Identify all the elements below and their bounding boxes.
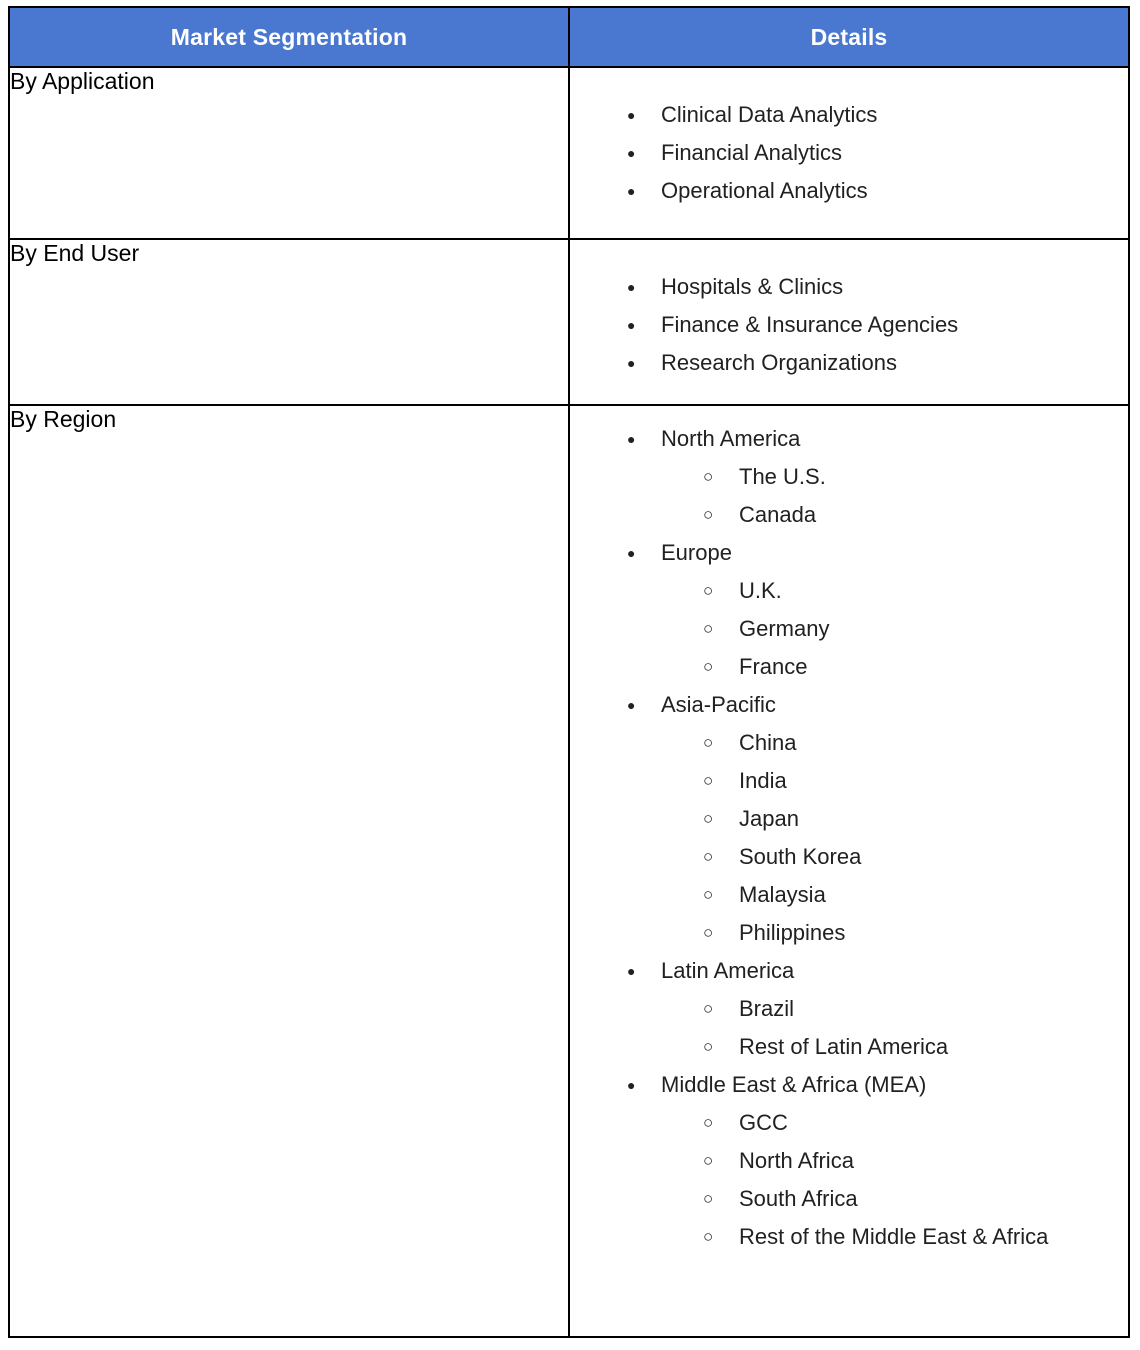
header-cell-details: Details	[569, 7, 1129, 67]
list-item-region: ● Middle East & Africa (MEA) ○ GCC ○ North Africa ○ South Africa ○ Rest of the Middle East & Africa	[661, 1066, 1118, 1256]
list-item-country: ○ Rest of Latin America	[739, 1028, 1118, 1066]
list-item: ● Research Organizations	[661, 344, 1118, 382]
details-cell-by-region	[569, 405, 1129, 1337]
list-item-country: ○ Japan	[739, 800, 1118, 838]
list-item-country: ○ The U.S.	[739, 458, 1118, 496]
details-cell-by-end-user	[569, 239, 1129, 405]
list-item: ● Operational Analytics	[661, 172, 1118, 210]
sub-list	[661, 724, 1118, 952]
details-list-by-application	[570, 96, 1128, 210]
segment-label-by-region: By Region	[9, 405, 569, 1337]
header-cell-market-segmentation: Market Segmentation	[9, 7, 569, 67]
list-item-country: ○ Philippines	[739, 914, 1118, 952]
sub-list	[661, 990, 1118, 1066]
list-item-country: ○ India	[739, 762, 1118, 800]
list-item-region: ● Asia-Pacific ○ China ○ India ○ Japan ○ South Korea ○ Malaysia ○ Philippines	[661, 686, 1118, 952]
sub-list	[661, 572, 1118, 686]
sub-list	[661, 1104, 1118, 1256]
list-item-region: ● Europe ○ U.K. ○ Germany ○ France	[661, 534, 1118, 686]
list-item: ● Hospitals & Clinics	[661, 268, 1118, 306]
row-by-application	[9, 67, 1129, 239]
list-item-country: ○ China	[739, 724, 1118, 762]
details-cell-by-application	[569, 67, 1129, 239]
list-item-country: ○ U.K.	[739, 572, 1118, 610]
list-item: ● Clinical Data Analytics	[661, 96, 1118, 134]
segment-label-by-end-user: By End User	[9, 239, 569, 405]
list-item-country: ○ Rest of the Middle East & Africa	[739, 1218, 1118, 1256]
list-item: ● Finance & Insurance Agencies	[661, 306, 1118, 344]
list-item-country: ○ Brazil	[739, 990, 1118, 1028]
list-item-country: ○ Malaysia	[739, 876, 1118, 914]
list-item-country: ○ Germany	[739, 610, 1118, 648]
segment-label-by-application: By Application	[9, 67, 569, 239]
header-row	[9, 7, 1129, 67]
row-by-region	[9, 405, 1129, 1337]
sub-list	[661, 458, 1118, 534]
list-item-country: ○ GCC	[739, 1104, 1118, 1142]
list-item-region: ● Latin America ○ Brazil ○ Rest of Latin America	[661, 952, 1118, 1066]
list-item-country: ○ South Korea	[739, 838, 1118, 876]
row-by-end-user	[9, 239, 1129, 405]
details-list-by-end-user	[570, 268, 1128, 382]
market-segmentation-table	[8, 6, 1130, 1338]
list-item-region: ● North America ○ The U.S. ○ Canada	[661, 420, 1118, 534]
segmentation-table	[8, 6, 1130, 1338]
list-item-country: ○ North Africa	[739, 1142, 1118, 1180]
list-item: ● Financial Analytics	[661, 134, 1118, 172]
details-list-by-region	[570, 420, 1128, 1256]
list-item-country: ○ France	[739, 648, 1118, 686]
list-item-country: ○ South Africa	[739, 1180, 1118, 1218]
list-item-country: ○ Canada	[739, 496, 1118, 534]
